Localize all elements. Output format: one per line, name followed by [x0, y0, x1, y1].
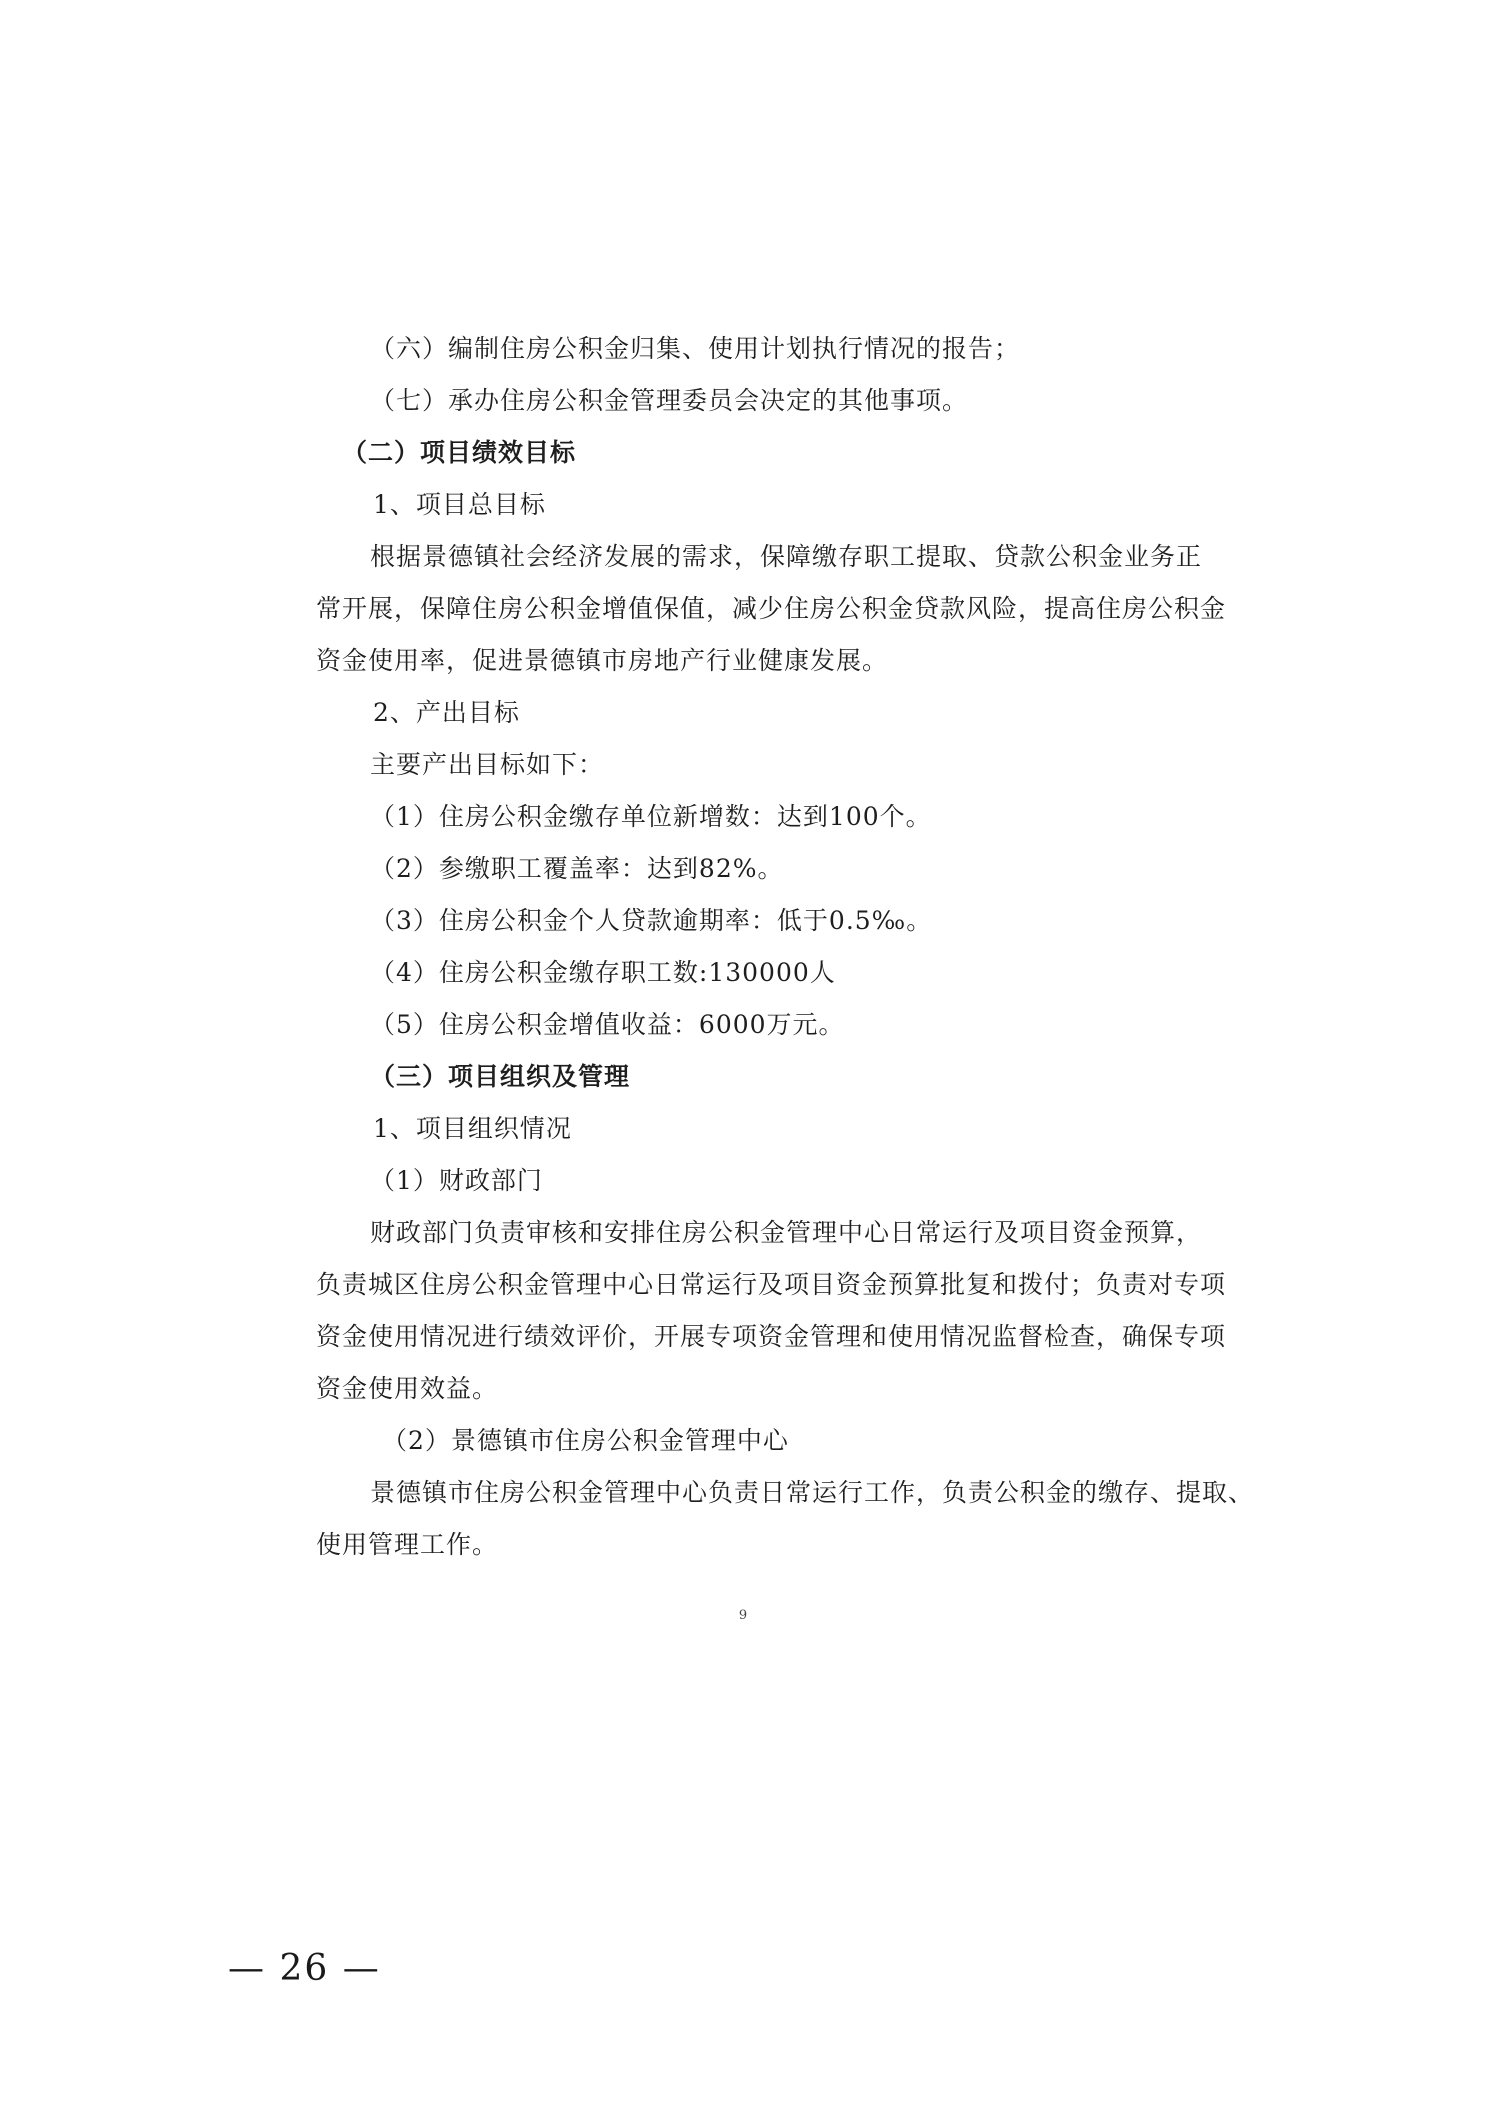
subsection-heading-2: 2、产出目标 — [373, 698, 520, 727]
outer-page-number: — 26 — — [228, 1948, 381, 1989]
paragraph-line: 负责城区住房公积金管理中心日常运行及项目资金预算批复和拨付；负责对专项 — [316, 1270, 1227, 1299]
text-line-2: （七）承办住房公积金管理委员会决定的其他事项。 — [370, 386, 969, 415]
paragraph-line: 资金使用效益。 — [316, 1374, 499, 1403]
paragraph-line: 使用管理工作。 — [316, 1530, 499, 1559]
list-item: （2）参缴职工覆盖率：达到82%。 — [370, 854, 784, 883]
section-heading-2: （二）项目绩效目标 — [342, 438, 577, 467]
section-heading-3: （三）项目组织及管理 — [370, 1062, 631, 1091]
paragraph-line: 资金使用率，促进景德镇市房地产行业健康发展。 — [316, 646, 889, 675]
inner-page-number: 9 — [738, 1608, 748, 1623]
list-item: （3）住房公积金个人贷款逾期率：低于0.5‰。 — [370, 906, 933, 935]
list-item: （5）住房公积金增值收益：6000万元。 — [370, 1010, 845, 1039]
list-item: （1）住房公积金缴存单位新增数：达到100个。 — [370, 802, 932, 831]
paragraph-line: 财政部门负责审核和安排住房公积金管理中心日常运行及项目资金预算， — [370, 1218, 1203, 1247]
list-item: （2）景德镇市住房公积金管理中心 — [382, 1426, 789, 1455]
paragraph-line: 景德镇市住房公积金管理中心负责日常运行工作，负责公积金的缴存、提取、 — [370, 1478, 1255, 1507]
list-item: （1）财政部门 — [370, 1166, 543, 1195]
text-line-1: （六）编制住房公积金归集、使用计划执行情况的报告； — [370, 334, 1021, 363]
subsection-heading-3: 1、项目组织情况 — [373, 1114, 572, 1143]
paragraph-line: 常开展，保障住房公积金增值保值，减少住房公积金贷款风险，提高住房公积金 — [316, 594, 1227, 623]
paragraph-line: 根据景德镇社会经济发展的需求，保障缴存职工提取、贷款公积金业务正 — [370, 542, 1203, 571]
list-item: （4）住房公积金缴存职工数:130000人 — [370, 958, 836, 987]
subsection-heading-1: 1、项目总目标 — [373, 490, 546, 519]
paragraph-line: 资金使用情况进行绩效评价，开展专项资金管理和使用情况监督检查，确保专项 — [316, 1322, 1227, 1351]
text-line: 主要产出目标如下： — [370, 750, 605, 779]
